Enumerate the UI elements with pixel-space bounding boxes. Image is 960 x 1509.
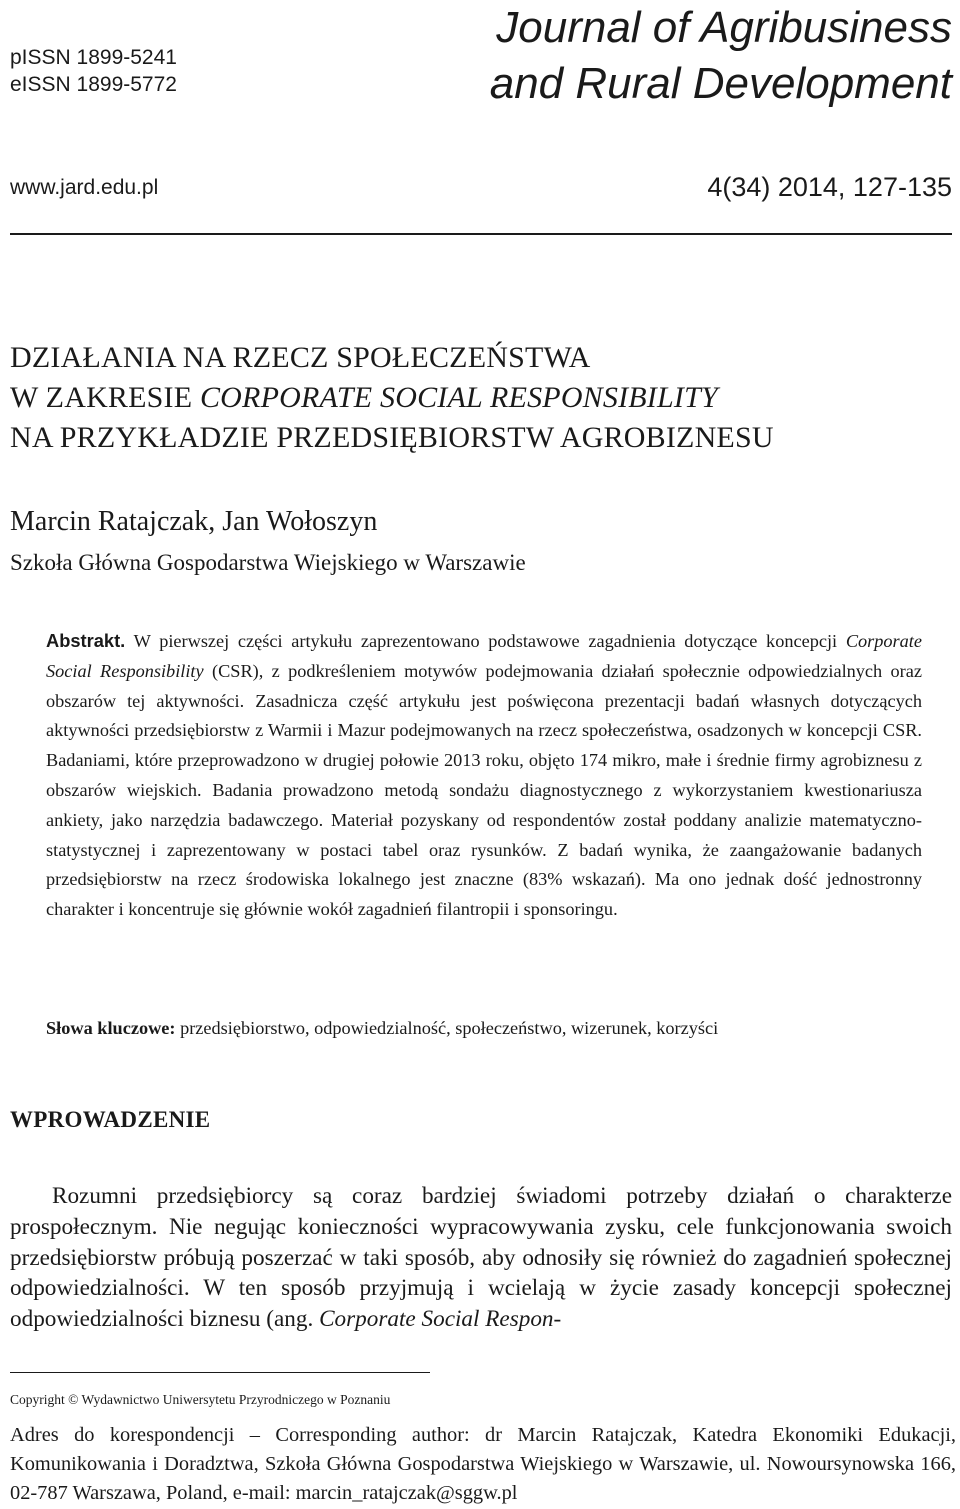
section-heading-introduction: WPROWADZENIE <box>10 1107 211 1132</box>
intro-text: Rozumni przedsiębiorcy są coraz bardziej świadomi potrzeby działań o charakterze prospołecznym. Nie negując konieczności wypracowywania zysku, cele funkcjonowania swoich przedsiębiorstw próbują poszerzać w taki sposób, aby odnosiły się również do zagadnień społecznej odpowiedzialności. W ten sposób przyjmują i wcielają w życie zasady koncepcji społecznej odpowiedzialności biznesu (ang. <box>10 1183 952 1333</box>
journal-website[interactable]: www.jard.edu.pl <box>10 176 159 199</box>
issn-block <box>10 44 177 98</box>
abstract-text-1: W pierwszej części artykułu zaprezentowano podstawowe zagadnienia dotyczące koncepcji <box>125 631 846 651</box>
intro-italic-tail: Corporate Social Respon- <box>319 1306 562 1333</box>
header-divider <box>10 233 952 235</box>
title-line-2 <box>10 378 950 418</box>
correspondence-address: Adres do korespondencji – Corresponding author: dr Marcin Ratajczak, Katedra Ekonomiki Edukacji, Komunikowania i Doradztwa, Szkoła Główna Gospodarstwa Wiejskiego w Warszawie, ul. Nowoursynowska 166, 02-787 Warszawa, Poland, e-mail: marcin_ratajczak@sggw.pl <box>10 1424 956 1504</box>
issue-info: 4(34) 2014, 127-135 <box>707 172 952 202</box>
abstract-label: Abstrakt. <box>46 630 126 651</box>
authors: Marcin Ratajczak, Jan Wołoszyn <box>10 506 378 537</box>
journal-title-line1: Journal of Agribusiness <box>496 3 952 52</box>
eissn: eISSN 1899-5772 <box>10 73 177 96</box>
keywords <box>46 1014 718 1042</box>
journal-title <box>490 0 952 112</box>
keywords-label: Słowa kluczowe: <box>46 1018 176 1038</box>
footnote-divider <box>10 1372 430 1373</box>
journal-title-line2: and Rural Development <box>489 59 952 108</box>
copyright: Copyright © Wydawnictwo Uniwersytetu Przyrodniczego w Poznaniu <box>10 1392 391 1407</box>
introduction-paragraph <box>10 1181 952 1335</box>
title-line-2-italic: CORPORATE SOCIAL RESPONSIBILITY <box>199 381 718 414</box>
title-line-2-prefix: W ZAKRESIE <box>10 381 200 414</box>
title-line-3: NA PRZYKŁADZIE PRZEDSIĘBIORSTW AGROBIZNESU <box>10 421 774 454</box>
abstract <box>46 626 922 925</box>
abstract-italic: Corporate Social Responsibility <box>46 631 922 681</box>
keywords-text: przedsiębiorstwo, odpowiedzialność, społeczeństwo, wizerunek, korzyści <box>175 1018 719 1038</box>
title-line-1: DZIAŁANIA NA RZECZ SPOŁECZEŃSTWA <box>10 341 591 374</box>
pissn: pISSN 1899-5241 <box>10 46 177 69</box>
abstract-text-2: (CSR), z podkreśleniem motywów podejmowania działań społecznie odpowiedzialnych oraz obszarów tej aktywności. Zasadnicza część artykułu jest poświęcona prezentacji badań własnych dotyczących aktywności przedsiębiorstw z Warmii i Mazur podejmowanych na rzecz społeczeństwa, osadzonych w koncepcji CSR. Badaniami, które przeprowadzono w drugiej połowie 2013 roku, objęto 174 mikro, małe i średnie firmy agrobiznesu z obszarów wiejskich. Badania prowadzono metodą sondażu diagnostycznego z wykorzystaniem kwestionariusza ankiety, jako narzędzia badawczego. Materiał pozyskany od respondentów został poddany analizie matematyczno-statystycznej i zaprezentowany w postaci tabel oraz rysunków. Z badań wynika, że zaangażowanie badanych przedsiębiorstw na rzecz środowiska lokalnego jest znaczne (83% wskazań). Ma ono jednak dość jednostronny charakter i koncentruje się głównie wokół zagadnień filantropii i sponsoringu. <box>46 660 922 920</box>
affiliation: Szkoła Główna Gospodarstwa Wiejskiego w Warszawie <box>10 550 526 575</box>
article-title <box>10 338 950 458</box>
